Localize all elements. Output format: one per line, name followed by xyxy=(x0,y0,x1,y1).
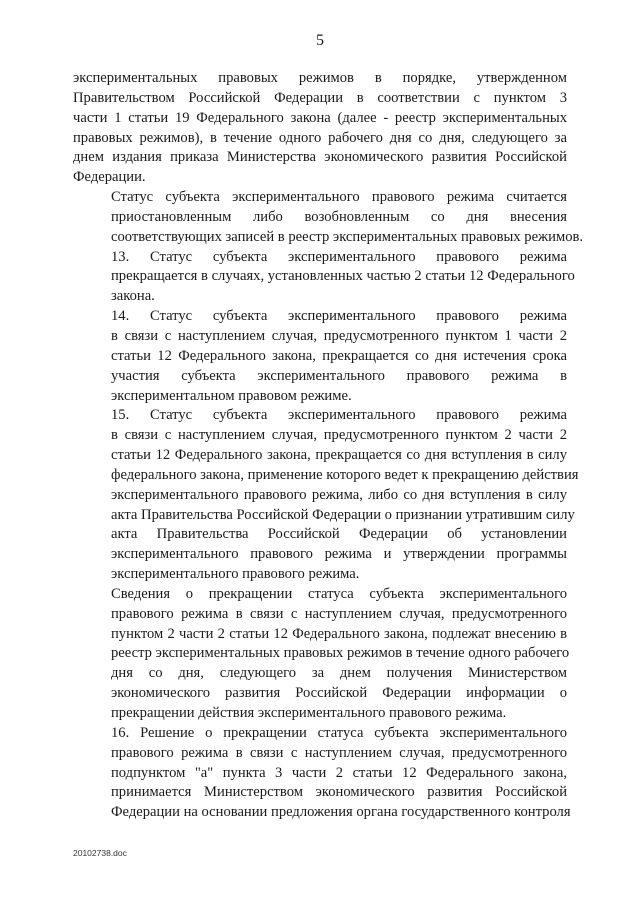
paragraph xyxy=(73,307,567,406)
page-number: 5 xyxy=(316,32,324,49)
text-line: экспериментального правового режима. xyxy=(111,566,360,583)
text-line: акта Правительства Российской Федерации об установлении xyxy=(111,526,567,543)
paragraph xyxy=(73,69,567,188)
text-line: соответствующих записей в реестр экспериментальных правовых режимов. xyxy=(111,228,584,245)
text-line: днем издания приказа Министерства экономического развития Российской xyxy=(73,149,567,166)
file-name-footer: 20102738.doc xyxy=(73,848,127,858)
text-line: Статус субъекта экспериментального правового режима считается xyxy=(111,189,567,206)
text-line: экспериментальных правовых режимов в порядке, утвержденном xyxy=(73,70,567,86)
text-line: Сведения о прекращении статуса субъекта экспериментального xyxy=(111,585,567,602)
text-line: закона. xyxy=(111,288,155,305)
text-line: федерального закона, применение которого ведет к прекращению действия xyxy=(111,466,579,483)
text-line: прекращается в случаях, установленных частью 2 статьи 12 Федерального xyxy=(111,268,575,285)
paragraph xyxy=(73,585,570,724)
text-line: приостановленным либо возобновленным со дня внесения xyxy=(111,208,567,225)
text-line: в связи с наступлением случая, предусмотренного пунктом 2 части 2 xyxy=(111,427,567,444)
text-line: участия субъекта экспериментального правового режима в xyxy=(111,367,567,384)
text-line: пунктом 2 части 2 статьи 12 Федерального закона, подлежат внесению в xyxy=(111,625,567,642)
text-line: Правительством Российской Федерации в соответствии с пунктом 3 xyxy=(73,89,567,106)
paragraph xyxy=(73,724,571,823)
text-line: экспериментальном правовом режиме. xyxy=(111,387,352,404)
document-body xyxy=(73,69,584,823)
text-line: подпунктом "а" пункта 3 части 2 статьи 12 Федерального закона, xyxy=(111,764,567,781)
text-line: правового режима в связи с наступлением случая, предусмотренного xyxy=(111,605,567,622)
text-line: дня со дня, следующего за днем получения Министерством xyxy=(111,665,567,682)
text-line: 14. Статус субъекта экспериментального правового режима xyxy=(111,308,567,325)
text-line: правового режима в связи с наступлением случая, предусмотренного xyxy=(111,744,567,761)
text-line: Федерации. xyxy=(73,169,146,186)
text-line: 13. Статус субъекта экспериментального правового режима xyxy=(111,248,567,265)
text-line: части 1 статьи 19 Федерального закона (далее - реестр экспериментальных xyxy=(73,109,567,126)
text-line: в связи с наступлением случая, предусмотренного пунктом 1 части 2 xyxy=(111,327,567,344)
text-line: Федерации на основании предложения органа государственного контроля xyxy=(111,804,571,821)
text-line: 16. Решение о прекращении статуса субъекта экспериментального xyxy=(111,724,567,741)
text-line: принимается Министерством экономического развития Российской xyxy=(111,784,567,801)
text-line: правовых режимов), в течение одного рабочего дня со дня, следующего за xyxy=(73,129,567,146)
text-line: 15. Статус субъекта экспериментального правового режима xyxy=(111,407,567,424)
paragraph xyxy=(73,248,575,308)
text-line: прекращении действия экспериментального правового режима. xyxy=(111,705,507,721)
text-line: экспериментального правового режима и утверждении программы xyxy=(111,546,567,563)
text-line: экспериментального правового режима, либо со дня вступления в силу xyxy=(111,486,567,503)
text-line: статьи 12 Федерального закона, прекращается со дня вступления в силу xyxy=(111,447,567,464)
text-line: реестр экспериментальных правовых режимов в течение одного рабочего xyxy=(111,645,570,662)
paragraph xyxy=(73,406,579,585)
text-line: экономического развития Российской Федерации информации о xyxy=(111,685,567,702)
text-line: статьи 12 Федерального закона, прекращается со дня истечения срока xyxy=(111,347,567,364)
paragraph xyxy=(73,188,584,248)
text-line: акта Правительства Российской Федерации о признании утратившим силу xyxy=(111,506,575,523)
